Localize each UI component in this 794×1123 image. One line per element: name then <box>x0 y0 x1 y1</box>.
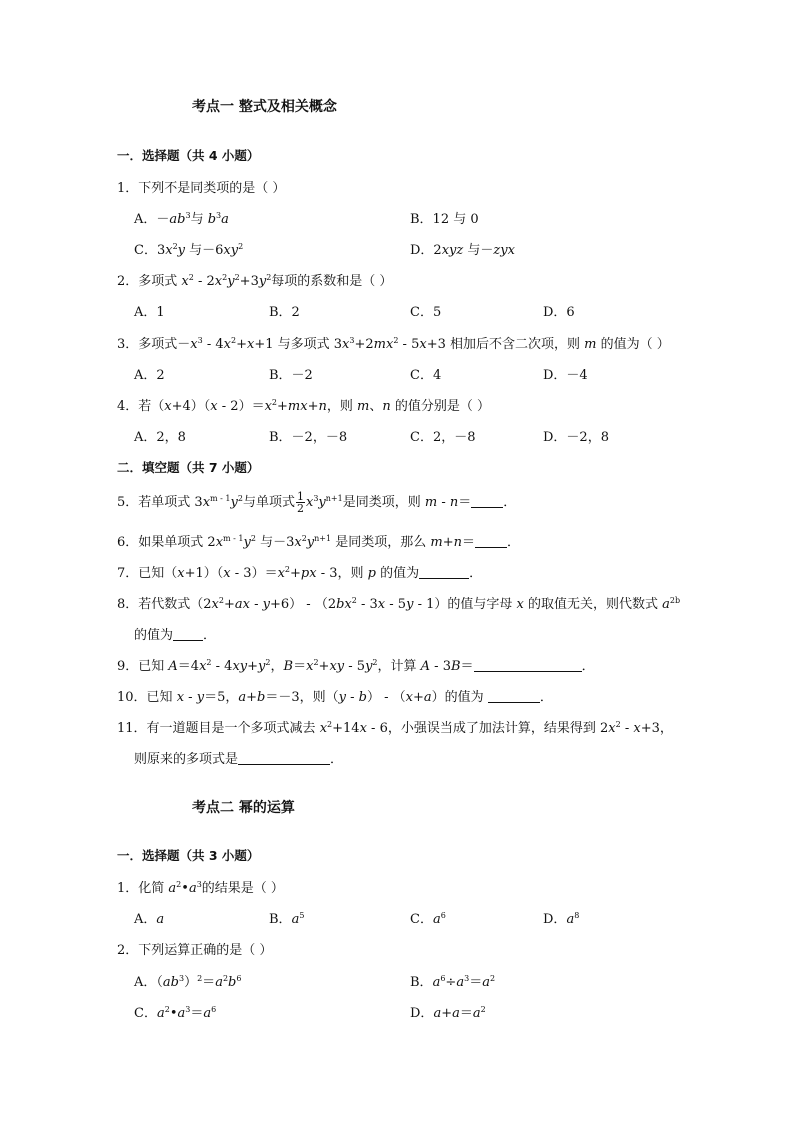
answer-blank[interactable] <box>173 628 203 641</box>
q4-option-b[interactable]: B．－2，－8 <box>269 430 348 445</box>
q4-option-d[interactable]: D．－2，8 <box>543 430 609 445</box>
q3-option-c[interactable]: C．4 <box>410 368 442 383</box>
q1-option-c[interactable]: C．$3x^2y$ 与$-6xy^2$ <box>134 242 244 258</box>
question-11-stem: 11．有一道题目是一个多项式减去 $x^2+14x - 6$，小强误当成了加法计算，结果得到 $2x^2 - x+3$， <box>117 720 673 736</box>
q2-option-d[interactable]: D．6 <box>543 305 575 320</box>
question-1-stem: 1．下列不是同类项的是（ ） <box>117 181 286 196</box>
q2-option-b[interactable]: B．2 <box>269 305 300 320</box>
q2-option-c[interactable]: C．5 <box>410 305 442 320</box>
q1-option-a[interactable]: A．$-ab^3$与 $b^3a$ <box>134 211 229 227</box>
q3-option-b[interactable]: B．－2 <box>269 368 313 383</box>
p2-q2-option-a[interactable]: A．$(ab^3)^2=a^2b^6$ <box>134 974 242 990</box>
q4-option-a[interactable]: A．2，8 <box>134 430 186 445</box>
q1-option-b[interactable]: B．12 与 0 <box>410 212 479 227</box>
q2-option-a[interactable]: A．1 <box>134 305 165 320</box>
question-3-stem: 3．多项式$-x^3 - 4x^2+x+1$ 与多项式 $3x^3+2mx^2 - 5x+3$ 相加后不含二次项，则 m 的值为（ ） <box>117 336 670 352</box>
p2-q1-option-c[interactable]: C．$a^6$ <box>410 911 446 927</box>
question-10-stem: 10．已知 x - y＝5，a+b＝－3，则（y - b） - （x+a）的值为 ． <box>117 690 553 705</box>
question-2-stem: 2．多项式 $x^2 - 2x^2y^2+3y^2$每项的系数和是（ ） <box>117 273 393 289</box>
answer-blank[interactable] <box>474 659 582 672</box>
question-6-stem: 6．如果单项式 $2x^{m - 1}y^2$ 与$-3x^2y^{n+1}$ 是同类项，那么 m+n＝ ． <box>117 534 521 550</box>
p2-q1-option-d[interactable]: D．$a^8$ <box>543 911 580 927</box>
question-11-line2: 则原来的多项式是 ． <box>134 752 344 767</box>
fraction-one-half: $\frac{1}{2}$ <box>296 490 304 515</box>
question-8-line2: 的值为 ． <box>134 628 217 643</box>
choice-heading-2: 一．选择题（共 3 小题） <box>117 848 260 863</box>
answer-blank[interactable] <box>475 535 507 548</box>
section-title-2: 考点二 幂的运算 <box>192 800 295 816</box>
p2-q1-option-a[interactable]: A．a <box>134 912 165 927</box>
fill-heading-1: 二．填空题（共 7 小题） <box>117 460 260 475</box>
answer-blank[interactable] <box>488 690 540 703</box>
answer-blank[interactable] <box>419 566 469 579</box>
answer-blank[interactable] <box>238 752 330 765</box>
q4-option-c[interactable]: C．2，－8 <box>410 430 476 445</box>
p2-q2-option-d[interactable]: D．$a+a=a^2$ <box>410 1005 486 1021</box>
p2-q2-option-c[interactable]: C．$a^2•a^3=a^6$ <box>134 1005 217 1021</box>
question-9-stem: 9．已知 $A=4x^2 - 4xy+y^2$，$B=x^2+xy - 5y^2$，计算 A - 3B＝ ． <box>117 658 595 674</box>
question-5-stem: 5．若单项式 $3x^{m - 1}y^2$与单项式 $\frac{1}{2}$ $x^3y^{n+1}$是同类项，则 m - n＝ ． <box>117 490 517 515</box>
p2-q2-option-b[interactable]: B．$a^6\div a^3=a^2$ <box>410 974 496 990</box>
q1-option-d[interactable]: D．2xyz 与－zyx <box>410 243 515 258</box>
p2-q1-option-b[interactable]: B．$a^5$ <box>269 911 305 927</box>
question-4-stem: 4．若$(x+4)(x - 2)=x^2+mx+n$，则 m、n 的值分别是（ ） <box>117 398 490 414</box>
q3-option-a[interactable]: A．2 <box>134 368 165 383</box>
q3-option-d[interactable]: D．－4 <box>543 368 588 383</box>
answer-blank[interactable] <box>471 495 503 508</box>
question-7-stem: 7．已知$(x+1)(x - 3)=x^2+px - 3$，则 p 的值为 ． <box>117 565 483 581</box>
p2-question-2-stem: 2．下列运算正确的是（ ） <box>117 943 273 958</box>
section-title-1: 考点一 整式及相关概念 <box>192 99 337 115</box>
question-8-stem: 8．若代数式$(2x^2+ax - y+6) - (2bx^2 - 3x - 5y - 1)$的值与字母 x 的取值无关，则代数式 $a^{2b}$ <box>117 596 681 612</box>
choice-heading-1: 一．选择题（共 4 小题） <box>117 148 260 163</box>
p2-question-1-stem: 1．化简 $a^2•a^3$的结果是（ ） <box>117 880 284 896</box>
